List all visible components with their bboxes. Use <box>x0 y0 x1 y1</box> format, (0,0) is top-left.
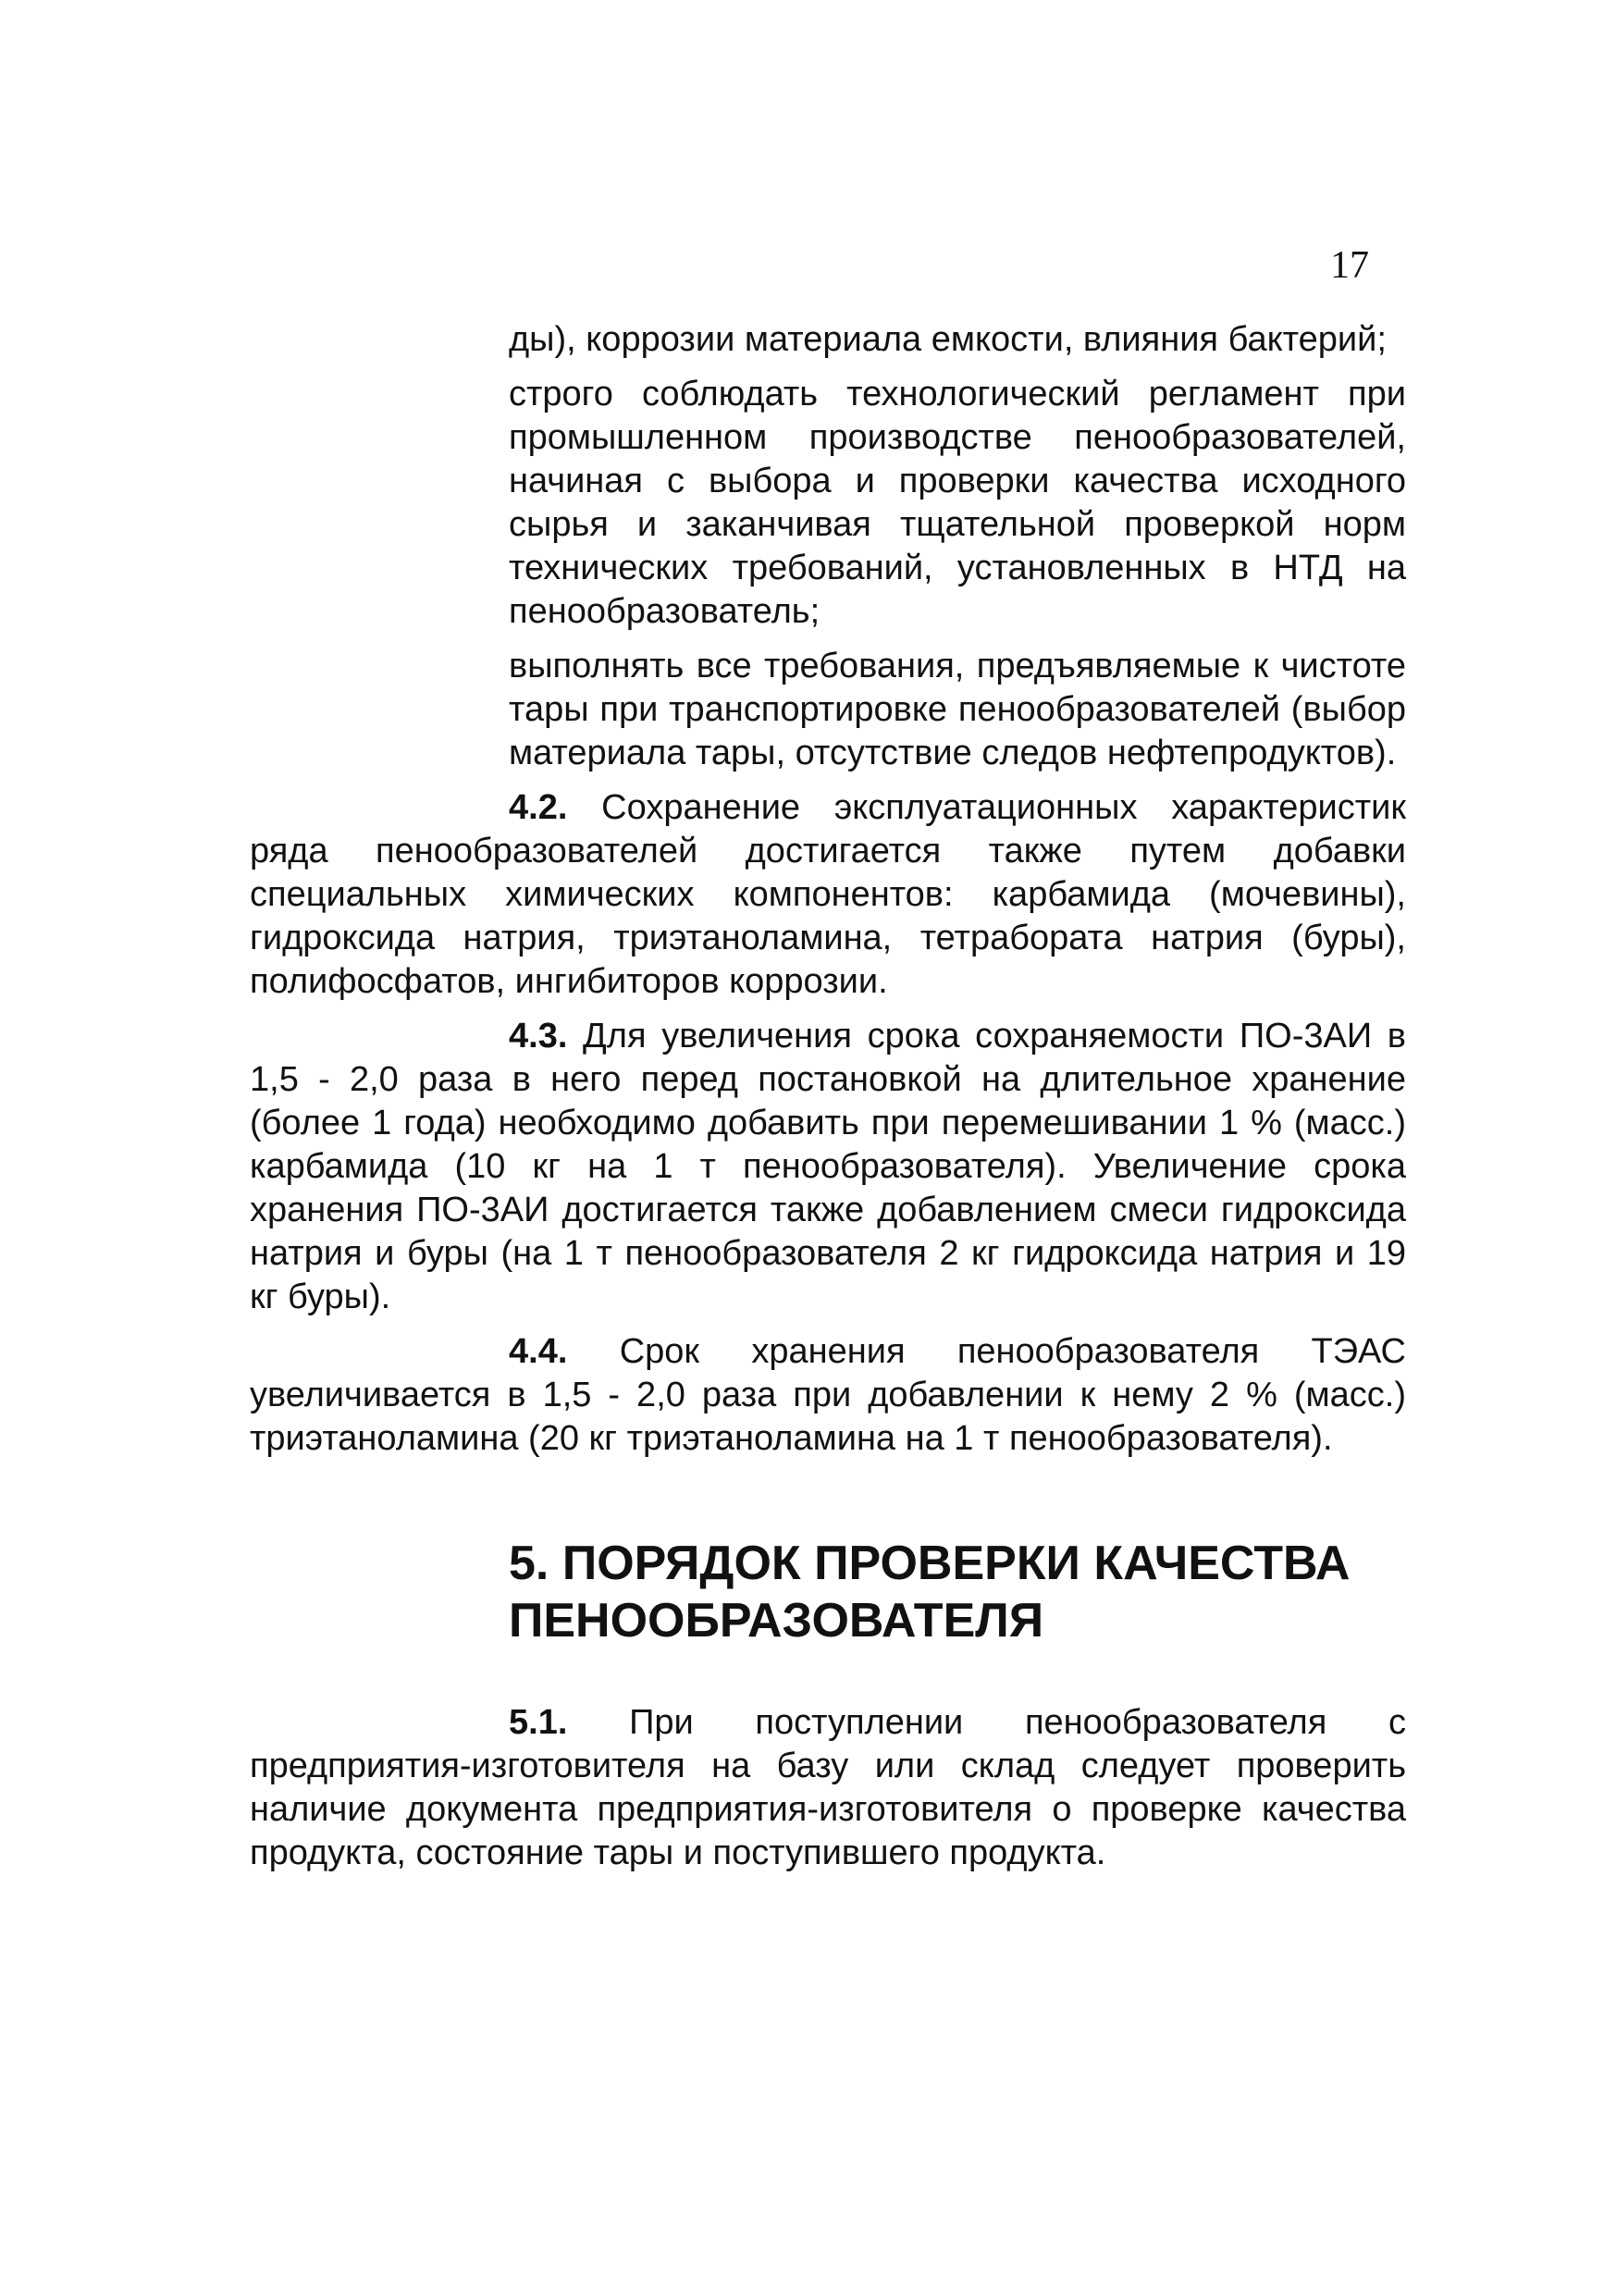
section-heading <box>509 1535 1406 1649</box>
paragraph-number: 4.3. <box>509 1017 568 1055</box>
list-item: выполнять все требования, предъявляемые к чистоте тары при транспортировке пенообразователей (выбор материала тары, отсутствие следов нефтепродуктов). <box>509 647 1406 772</box>
paragraph-4-2 <box>250 786 1406 1004</box>
paragraph-text: Срок хранения пенообразователя ТЭАС увеличивается в 1,5 - 2,0 раза при добавлении к нему 2 % (масс.) триэтаноламина (20 кг триэтаноламина на 1 т пенообразователя). <box>250 1332 1406 1458</box>
paragraph-number: 4.2. <box>509 788 568 827</box>
section-heading-line1: 5. ПОРЯДОК ПРОВЕРКИ КАЧЕСТВА <box>509 1537 1351 1590</box>
paragraph-4-3 <box>250 1015 1406 1319</box>
paragraph-number: 4.4. <box>509 1332 568 1371</box>
paragraph-number: 5.1. <box>509 1703 568 1742</box>
page-number: 17 <box>1330 244 1369 287</box>
paragraph-text: Сохранение эксплуатационных характеристик ряда пенообразователей достигается также путем добавки специальных химических компонентов: карбамида (мочевины), гидроксида натрия, триэтаноламина, тетрабората натрия (буры), полифосфатов, ингибиторов коррозии. <box>250 788 1406 1001</box>
paragraph-text: Для увеличения срока сохраняемости ПО-3АИ в 1,5 - 2,0 раза в него перед постановкой на длительное хранение (более 1 года) необходимо добавить при перемешивании 1 % (масс.) карбамида (10 кг на 1 т пенообразователя). Увеличение срока хранения ПО-3АИ достигается также добавлением смеси гидроксида натрия и буры (на 1 т пенообразователя 2 кг гидроксида натрия и 19 кг буры). <box>250 1017 1406 1316</box>
section-heading-line2: ПЕНООБРАЗОВАТЕЛЯ <box>509 1594 1044 1648</box>
paragraph-text: При поступлении пенообразователя с предприятия-изготовителя на базу или склад следует проверить наличие документа предприятия-изготовителя о проверке качества продукта, состояние тары и поступившего продукта. <box>250 1703 1406 1872</box>
paragraph-4-4 <box>250 1330 1406 1461</box>
paragraph-5-1 <box>250 1701 1406 1875</box>
list-item: строго соблюдать технологический регламент при промышленном производстве пенообразователей, начиная с выбора и проверки качества исходного сырья и заканчивая тщательной проверкой норм технических требований, установленных в НТД на пенообразователь; <box>509 375 1406 631</box>
list-item: ды), коррозии материала емкости, влияния бактерий; <box>509 320 1387 359</box>
page-body <box>250 318 1406 1886</box>
